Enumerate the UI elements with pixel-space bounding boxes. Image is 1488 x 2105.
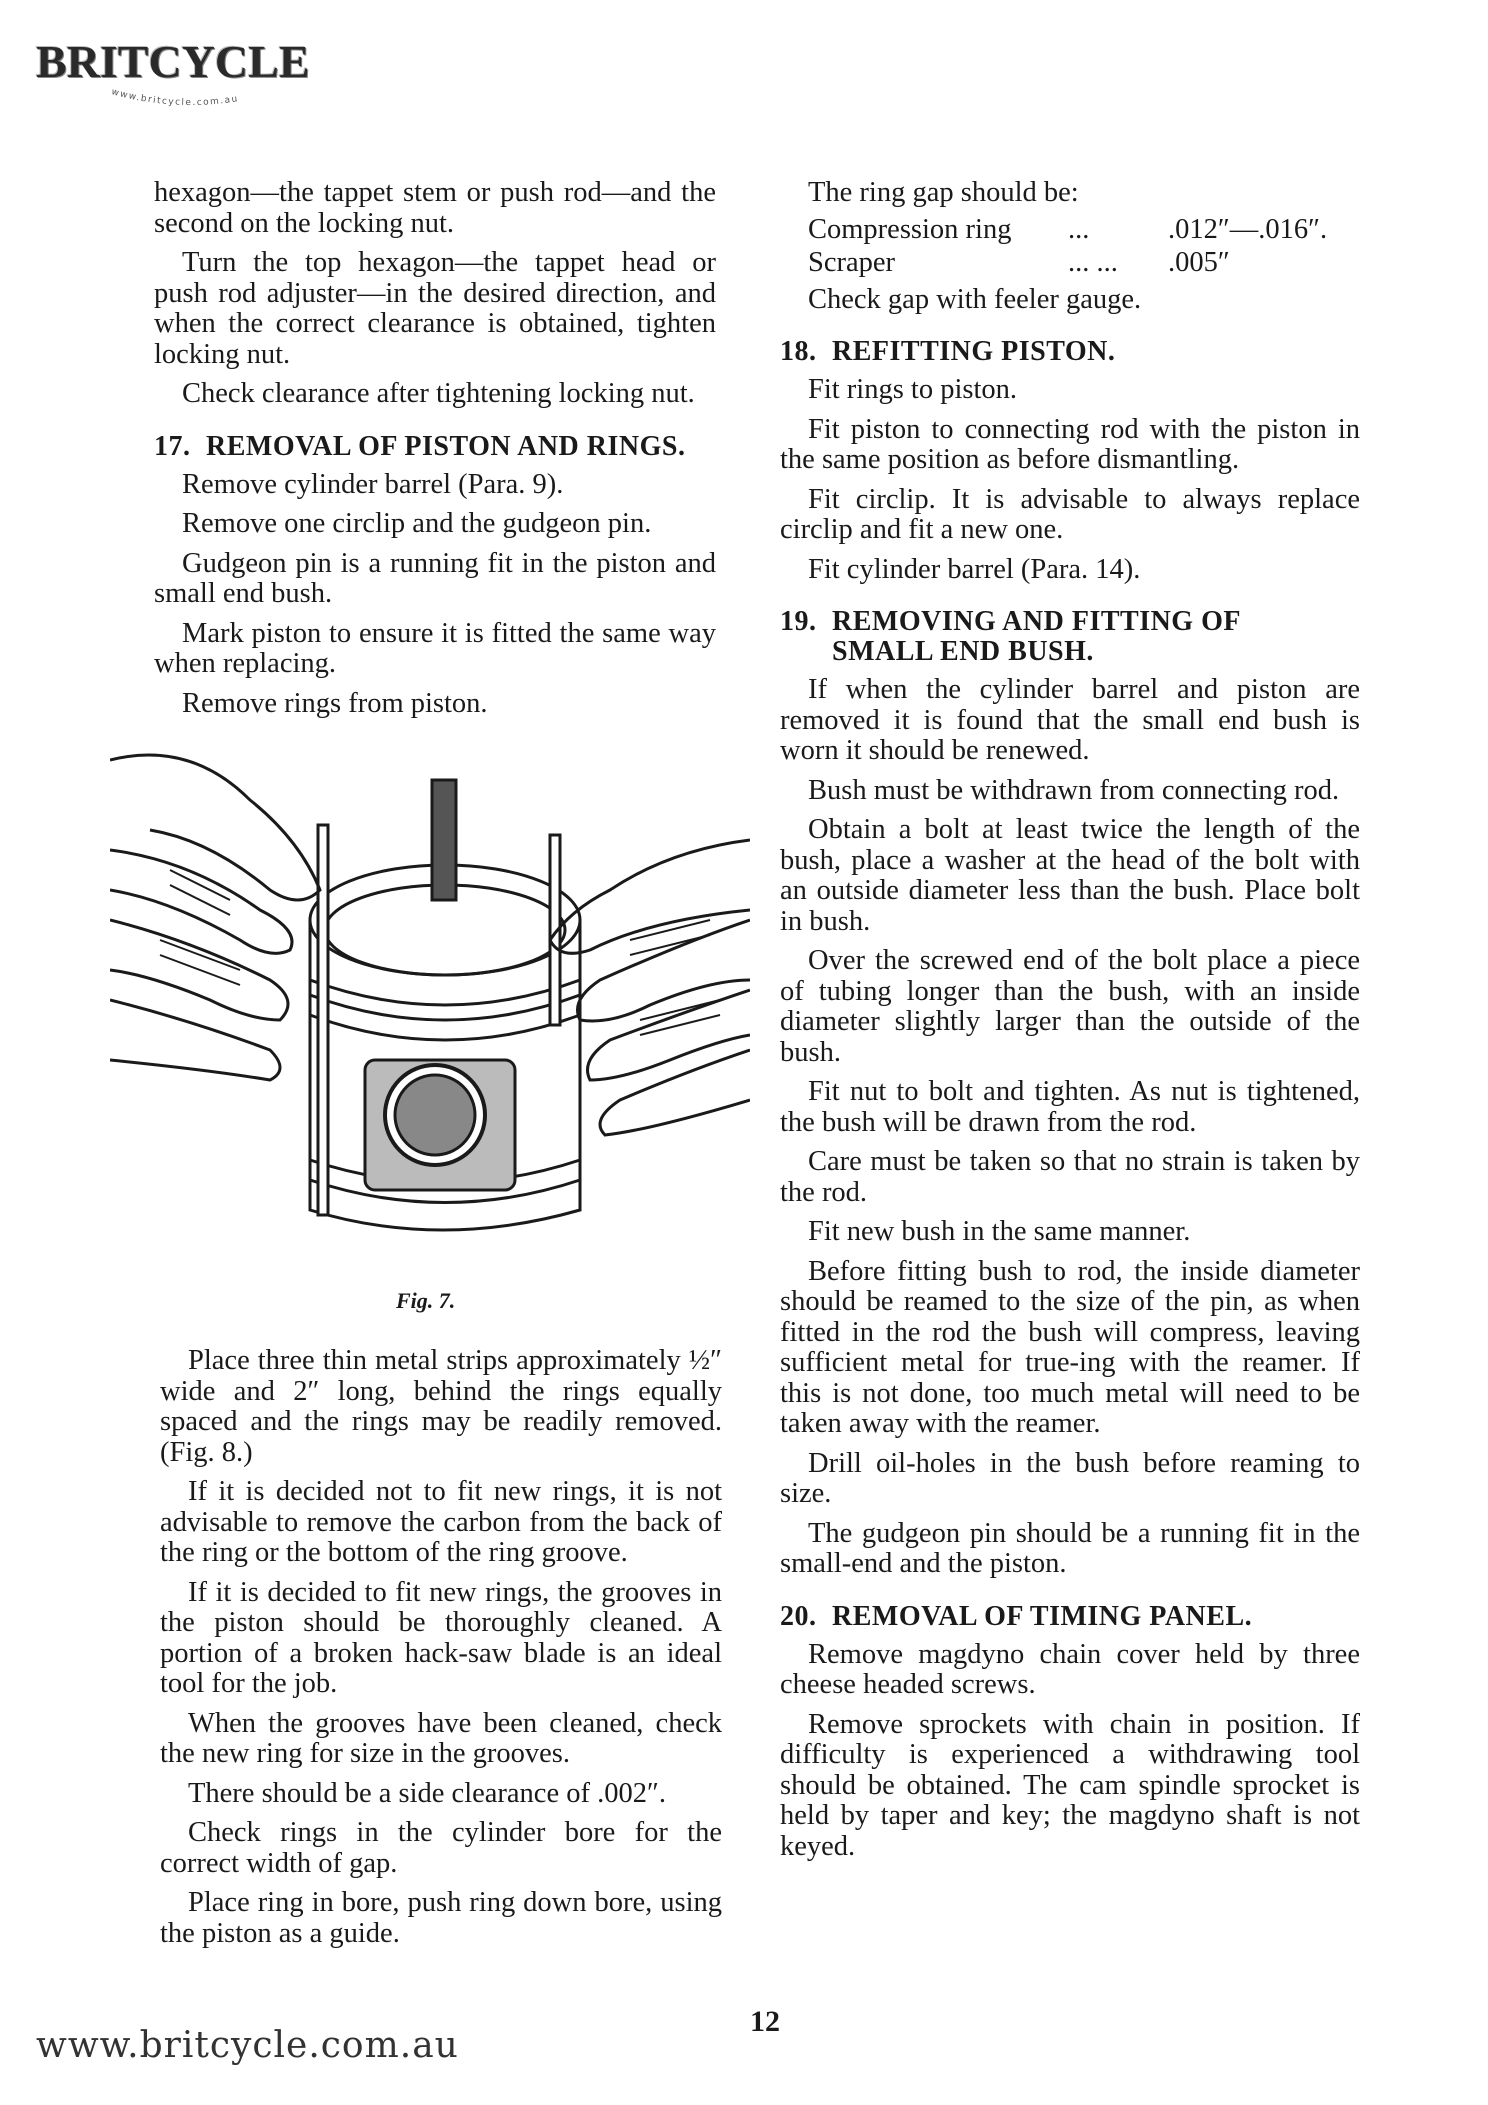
ring-gap-label: Scraper — [808, 246, 896, 278]
paragraph: Fit piston to connecting rod with the piston in the same position as before dismantling. — [780, 413, 1360, 475]
logo-wordmark — [36, 36, 310, 88]
paragraph: Bush must be withdrawn from connecting rod. — [808, 774, 1340, 806]
paragraph: Turn the top hexagon—the tappet head or push rod adjuster—in the desired direction, and when the correct clearance is obtained, tighten locking nut. — [154, 247, 716, 370]
section-18-heading — [780, 337, 1360, 367]
left-column — [154, 178, 716, 728]
paragraph: Remove rings from piston. — [182, 687, 488, 719]
paragraph: Fit rings to piston. — [808, 374, 1018, 405]
section-number: 20. — [780, 1600, 817, 1632]
section-title: REMOVAL OF PISTON AND RINGS. — [206, 430, 686, 462]
paragraph: Over the screwed end of the bolt place a piece of tubing longer than the bush, with an inside diameter slightly larger than the outside of the bush. — [780, 945, 1360, 1068]
paragraph: Obtain a bolt at least twice the length of the bush, place a washer at the head of the bolt with an outside diameter less than the bush. Place bolt in bush. — [780, 814, 1360, 937]
paragraph: Before fitting bush to rod, the inside diameter should be reamed to the size of the pin, as when fitted in the rod the bush will compress, leaving sufficient metal for true-ing with the reamer. If this is not done, too much metal will need to be taken away with the reamer. — [780, 1255, 1360, 1439]
section-title: REFITTING PISTON. — [832, 336, 1116, 367]
paragraph: If when the cylinder barrel and piston are removed it is found that the small end bush is worn it should be renewed. — [780, 674, 1360, 766]
ring-gap-dots: ... — [1068, 213, 1090, 245]
section-number: 17. — [154, 430, 191, 462]
paragraph: Place ring in bore, push ring down bore, using the piston as a guide. — [160, 1887, 722, 1949]
ring-gap-row — [780, 213, 1360, 246]
paragraph: hexagon—the tappet stem or push rod—and the second on the locking nut. — [154, 177, 716, 239]
paragraph: The ring gap should be: — [808, 177, 1079, 208]
logo-sub-arc — [106, 86, 276, 114]
section-20-heading — [780, 1602, 1360, 1632]
paragraph: Fit nut to bolt and tighten. As nut is tightened, the bush will be drawn from the rod. — [780, 1076, 1360, 1138]
paragraph: Fit new bush in the same manner. — [808, 1216, 1191, 1247]
section-title-line1: REMOVING AND FITTING OF — [832, 606, 1241, 637]
paragraph: Place three thin metal strips approximately ½″ wide and 2″ long, behind the rings equally spaced and the rings may be readily removed. (Fig. 8.) — [160, 1345, 722, 1468]
paragraph: If it is decided not to fit new rings, it is not advisable to remove the carbon from the back of the ring or the bottom of the ring groove. — [160, 1476, 722, 1568]
figure-caption: Fig. 7. — [396, 1288, 456, 1313]
paragraph: Fit circlip. It is advisable to always replace circlip and fit a new one. — [780, 483, 1360, 545]
paragraph: When the grooves have been cleaned, check the new ring for size in the grooves. — [160, 1707, 722, 1769]
paragraph: Check gap with feeler gauge. — [808, 283, 1142, 315]
page-number: 12 — [750, 2005, 780, 2038]
paragraph: Remove cylinder barrel (Para. 9). — [182, 468, 564, 500]
piston-illustration — [110, 740, 750, 1260]
left-column-lower — [160, 1346, 722, 1958]
section-title-line2: SMALL END BUSH. — [832, 636, 1094, 667]
ring-gap-dots: ... ... — [1068, 246, 1118, 278]
section-number: 18. — [780, 336, 817, 367]
paragraph: Remove magdyno chain cover held by three cheese headed screws. — [780, 1638, 1360, 1700]
logo-sub-text: www.britcycle.com.au — [110, 87, 240, 109]
paragraph: The gudgeon pin should be a running fit in the small-end and the piston. — [780, 1517, 1360, 1579]
paragraph: Remove sprockets with chain in position. If difficulty is experienced a withdrawing tool should be obtained. The cam spindle sprocket is held by taper and key; the magdyno shaft is not keyed. — [780, 1708, 1360, 1862]
logo-text: BRITCYCLE — [36, 36, 310, 87]
ring-gap-value: .012″—.016″. — [1168, 213, 1328, 245]
paragraph: Care must be taken so that no strain is taken by the rod. — [780, 1146, 1360, 1208]
footer-website: www.britcycle.com.au — [36, 2025, 459, 2066]
section-number: 19. — [780, 606, 817, 637]
ring-gap-row — [780, 246, 1360, 279]
ring-gap-value: .005″ — [1168, 246, 1230, 278]
section-17-heading — [154, 432, 716, 462]
paragraph: Mark piston to ensure it is fitted the same way when replacing. — [154, 617, 716, 679]
paragraph: Remove one circlip and the gudgeon pin. — [182, 508, 652, 539]
paragraph: Drill oil-holes in the bush before reaming to size. — [780, 1447, 1360, 1509]
ring-gap-label: Compression ring — [808, 213, 1012, 245]
paragraph: Gudgeon pin is a running fit in the piston and small end bush. — [154, 547, 716, 609]
section-title: REMOVAL OF TIMING PANEL. — [832, 1600, 1253, 1632]
paragraph: Fit cylinder barrel (Para. 14). — [808, 553, 1141, 585]
paragraph: Check rings in the cylinder bore for the correct width of gap. — [160, 1817, 722, 1879]
britcycle-logo — [36, 36, 310, 116]
svg-text:www.britcycle.com.au — [110, 87, 239, 108]
paragraph: There should be a side clearance of .002″. — [188, 1777, 666, 1809]
paragraph: Check clearance after tightening locking nut. — [182, 378, 695, 409]
right-column — [780, 178, 1360, 1871]
paragraph: If it is decided to fit new rings, the grooves in the piston should be thoroughly cleaned. A portion of a broken hack-saw blade is an ideal tool for the job. — [160, 1576, 722, 1699]
section-19-heading — [780, 607, 1360, 667]
